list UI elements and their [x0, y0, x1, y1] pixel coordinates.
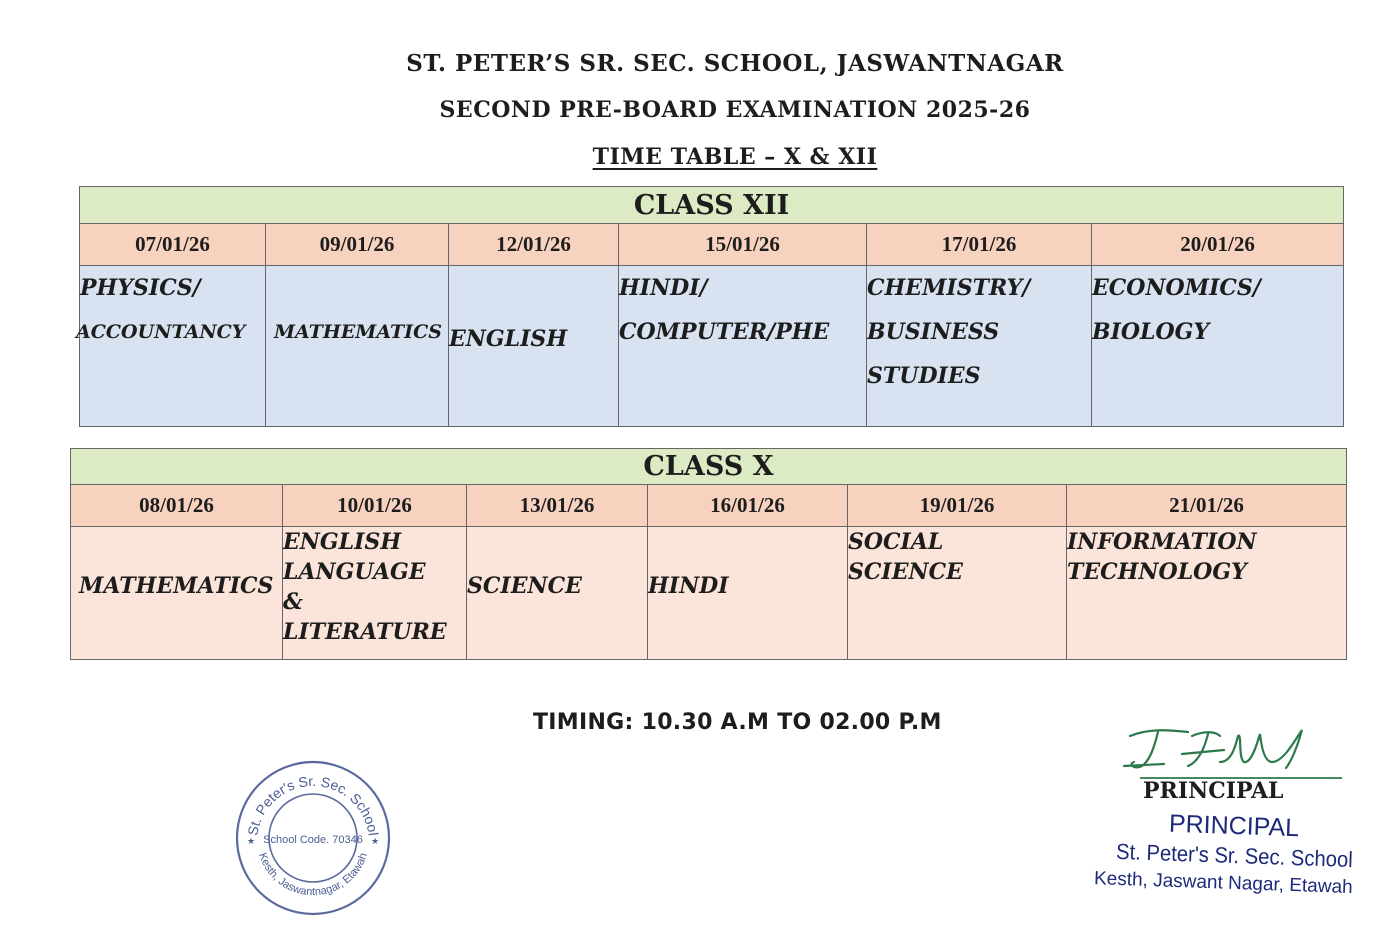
- exam-timing: TIMING: 10.30 A.M TO 02.00 P.M: [533, 710, 942, 735]
- class-x-table: [70, 448, 1347, 660]
- class-xii-subject: [1092, 266, 1344, 427]
- class-xii-date: 09/01/26: [266, 224, 449, 266]
- subject-line: CHEMISTRY/: [867, 275, 1031, 301]
- class-xii-subject: [76, 266, 266, 427]
- seal-top-text: St. Peter's Sr. Sec. School: [244, 772, 382, 837]
- class-x-date: 08/01/26: [71, 485, 283, 527]
- class-xii-table: [76, 186, 1344, 427]
- class-xii-date: 20/01/26: [1092, 224, 1344, 266]
- school-name: ST. PETER’S SR. SEC. SCHOOL, JASWANTNAGAR: [406, 50, 1064, 77]
- subject-line: SOCIAL: [848, 529, 944, 555]
- exam-title: SECOND PRE-BOARD EXAMINATION 2025-26: [439, 97, 1031, 123]
- subject-line: BUSINESS: [867, 319, 1000, 345]
- subject-line: COMPUTER/PHE: [619, 319, 830, 345]
- principal-label: PRINCIPAL: [1143, 778, 1284, 804]
- subject-line: MATHEMATICS: [79, 573, 274, 599]
- subject-line: ENGLISH: [449, 326, 568, 352]
- class-x-subject: [71, 527, 283, 660]
- class-xii-date: 17/01/26: [867, 224, 1092, 266]
- subject-line: &: [283, 589, 303, 615]
- class-x-subject: [848, 527, 1067, 660]
- class-xii-subject: [266, 266, 449, 427]
- class-xii-subject: [619, 266, 867, 427]
- subject-line: HINDI/: [619, 275, 708, 301]
- class-xii-date: 07/01/26: [80, 224, 266, 266]
- seal-star-icon: ★: [371, 837, 380, 847]
- subject-line: LITERATURE: [283, 619, 447, 645]
- subject-line: ECONOMICS/: [1092, 275, 1261, 301]
- seal-bottom-text: Kesth, Jaswantnagar, Etawah: [256, 851, 370, 899]
- class-x-subject: [467, 527, 648, 660]
- class-xii-subject: [449, 266, 619, 427]
- subject-line: ACCOUNTANCY: [76, 321, 246, 343]
- class-x-date: 19/01/26: [848, 485, 1067, 527]
- class-x-date: 13/01/26: [467, 485, 648, 527]
- class-xii-subject: [867, 266, 1092, 427]
- seal-center-text: School Code. 70346: [263, 834, 363, 846]
- principal-stamp: [1094, 807, 1377, 900]
- subject-line: SCIENCE: [848, 559, 963, 585]
- timetable-title: TIME TABLE – X & XII: [592, 144, 878, 170]
- class-x-date: 16/01/26: [648, 485, 848, 527]
- subject-line: MATHEMATICS: [274, 321, 442, 343]
- seal-star-icon: ★: [247, 837, 256, 847]
- class-x-subject: [283, 527, 467, 660]
- subject-line: STUDIES: [867, 363, 981, 389]
- subject-line: LANGUAGE: [283, 559, 426, 585]
- stamp-line-address: Kesth, Jaswant Nagar, Etawah: [1093, 868, 1354, 899]
- class-xii-title: CLASS XII: [80, 187, 1344, 224]
- stamp-line-title: PRINCIPAL: [1168, 809, 1300, 843]
- subject-line: INFORMATION: [1067, 529, 1257, 555]
- class-xii-date: 12/01/26: [449, 224, 619, 266]
- subject-line: ENGLISH: [283, 529, 402, 555]
- class-x-title: CLASS X: [71, 449, 1347, 485]
- school-seal: [233, 758, 393, 918]
- class-x-subject: [648, 527, 848, 660]
- class-x-subject: [1067, 527, 1347, 660]
- subject-line: BIOLOGY: [1092, 319, 1210, 345]
- stamp-line-school: St. Peter's Sr. Sec. School: [1115, 838, 1354, 873]
- subject-line: HINDI: [648, 573, 729, 599]
- principal-signature: [1120, 722, 1350, 786]
- subject-line: SCIENCE: [467, 573, 582, 599]
- subject-line: TECHNOLOGY: [1067, 559, 1247, 585]
- class-x-date: 10/01/26: [283, 485, 467, 527]
- class-xii-date: 15/01/26: [619, 224, 867, 266]
- subject-line: PHYSICS/: [80, 275, 201, 301]
- class-x-date: 21/01/26: [1067, 485, 1347, 527]
- svg-text:St. Peter's Sr. Sec. School: [244, 773, 381, 837]
